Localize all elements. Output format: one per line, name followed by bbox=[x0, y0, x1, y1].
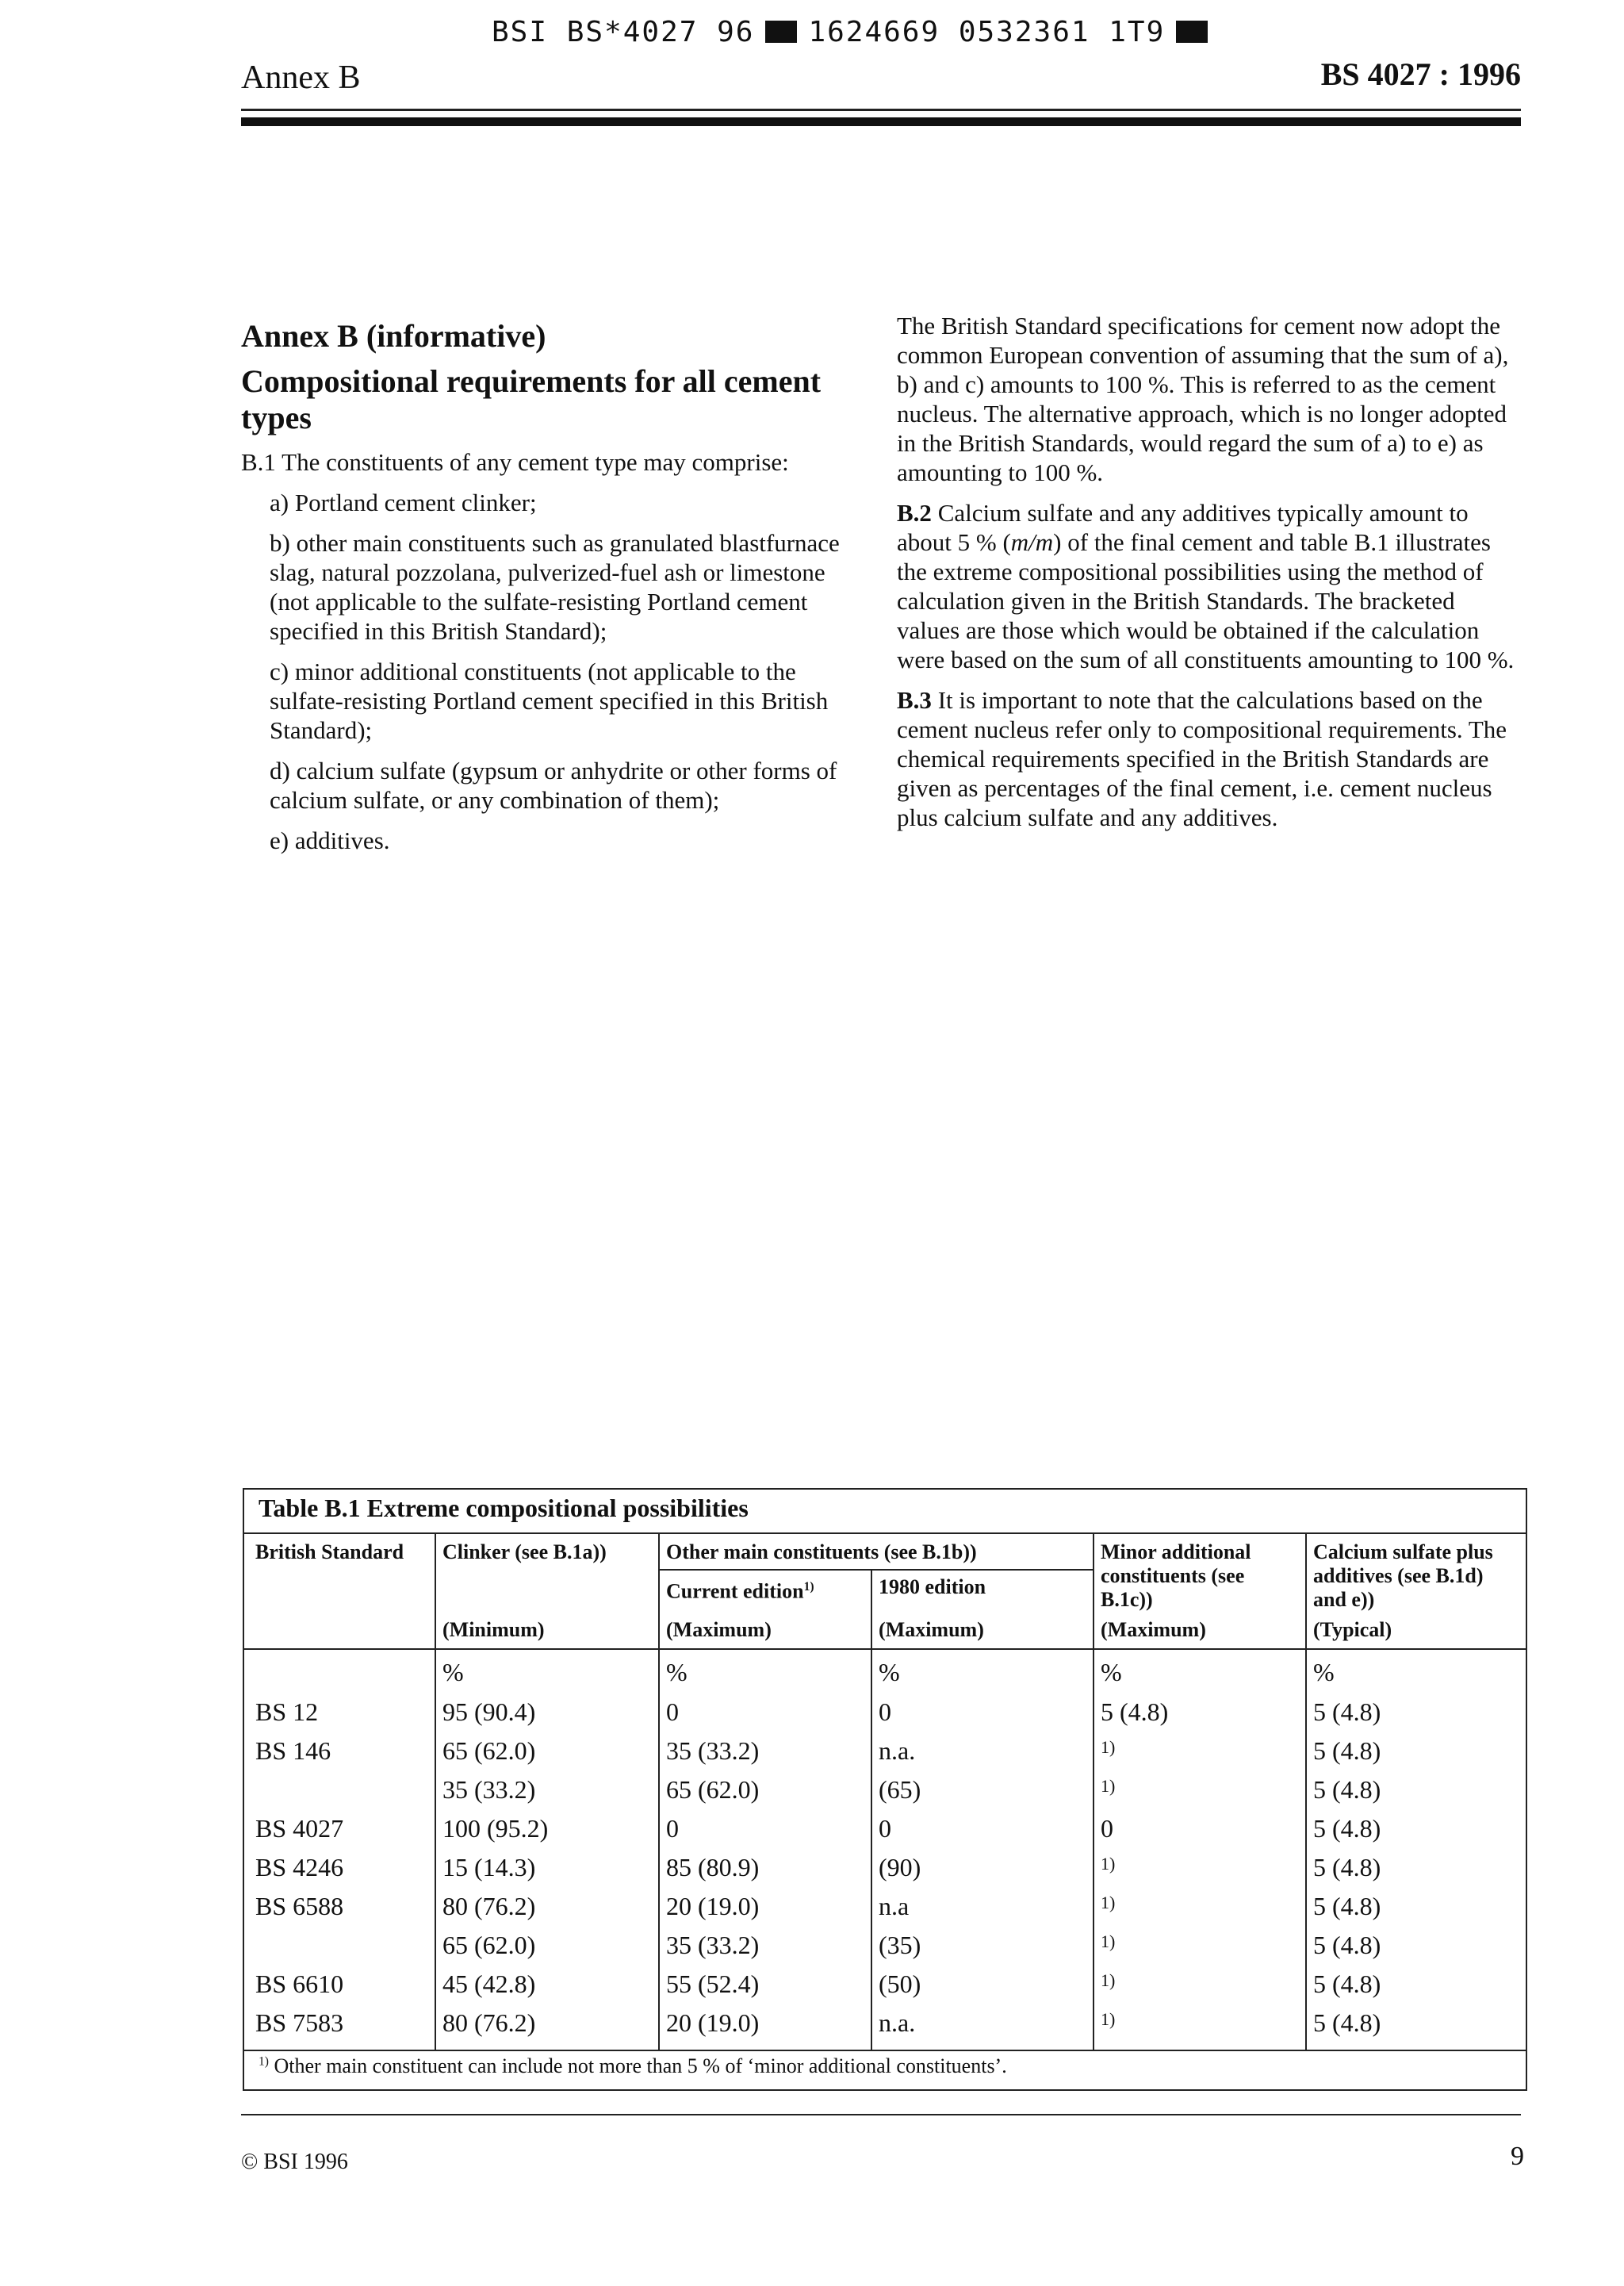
table-cell: BS 146 bbox=[255, 1736, 331, 1765]
clause-text: It is important to note that the calculations based on the cement nucleus refer only to compositional requirements. The chemical requirements specified in the British Standards are given as percentages of the final cement, i.e. cement nucleus plus calcium sulfate and any additives. bbox=[897, 686, 1507, 831]
table-cell: 35 (33.2) bbox=[442, 1775, 536, 1804]
table-cell: 20 (19.0) bbox=[666, 1892, 760, 1920]
table-cell: 20 (19.0) bbox=[666, 2008, 760, 2037]
table-cell: 5 (4.8) bbox=[1313, 1697, 1381, 1726]
footnote-text: Other main constituent can include not more than 5 % of ‘minor additional constituents’. bbox=[274, 2054, 1007, 2077]
footnote-mark: 1) bbox=[259, 2054, 269, 2069]
table-cell: 5 (4.8) bbox=[1313, 1970, 1381, 1998]
clause-text: The constituents of any cement type may comprise: bbox=[282, 448, 789, 476]
scan-code-left: BSI BS*4027 96 bbox=[492, 16, 755, 48]
unit-cell: % bbox=[879, 1658, 900, 1686]
table-cell: BS 4027 bbox=[255, 1814, 344, 1843]
annex-heading: Annex B (informative) bbox=[241, 318, 546, 354]
qual-current: (Maximum) bbox=[666, 1618, 772, 1641]
table-col-rule bbox=[658, 1532, 660, 2050]
unit-cell: % bbox=[442, 1658, 464, 1686]
table-footnote bbox=[259, 2054, 1007, 2078]
table-cell: n.a. bbox=[879, 2008, 916, 2037]
table-col-rule bbox=[1305, 1532, 1307, 2050]
table-cell: (90) bbox=[879, 1853, 921, 1881]
table-rule bbox=[658, 1569, 1093, 1571]
table-cell: 5 (4.8) bbox=[1313, 1775, 1381, 1804]
footer-rule bbox=[241, 2114, 1521, 2115]
table-cell: 0 bbox=[879, 1697, 891, 1726]
header-clinker: Clinker (see B.1a)) bbox=[442, 1540, 607, 1563]
table-col-rule bbox=[1093, 1532, 1094, 2050]
unit-cell: % bbox=[666, 1658, 688, 1686]
table-cell: 15 (14.3) bbox=[442, 1853, 536, 1881]
clause-number: B.3 bbox=[897, 686, 932, 714]
table-cell: (50) bbox=[879, 1970, 921, 1998]
header-british-standard: British Standard bbox=[255, 1540, 404, 1563]
table-cell: 95 (90.4) bbox=[442, 1697, 536, 1726]
clause-number: B.2 bbox=[897, 499, 932, 527]
table-cell: 5 (4.8) bbox=[1313, 1853, 1381, 1881]
table-cell: BS 12 bbox=[255, 1697, 319, 1726]
table-cell: BS 4246 bbox=[255, 1853, 344, 1881]
table-cell: 5 (4.8) bbox=[1313, 1736, 1381, 1765]
table-title: Table B.1 Extreme compositional possibilities bbox=[259, 1494, 749, 1522]
table-cell: (65) bbox=[879, 1775, 921, 1804]
table-cell-footnote-ref: 1) bbox=[1101, 1737, 1116, 1757]
table-cell: 65 (62.0) bbox=[666, 1775, 760, 1804]
unit-cell: % bbox=[1313, 1658, 1335, 1686]
table-cell: 35 (33.2) bbox=[666, 1736, 760, 1765]
list-item-d: d) calcium sulfate (gypsum or anhydrite or other forms of calcium sulfate, or any combination of them); bbox=[270, 757, 837, 814]
qual-1980: (Maximum) bbox=[879, 1618, 984, 1641]
header-bar bbox=[241, 117, 1521, 126]
qual-clinker: (Minimum) bbox=[442, 1618, 545, 1641]
scan-block-mark bbox=[1176, 21, 1208, 43]
page-number: 9 bbox=[1511, 2142, 1524, 2171]
table-cell-footnote-ref: 1) bbox=[1101, 1893, 1116, 1912]
unit-cell: % bbox=[1101, 1658, 1122, 1686]
header-minor: Minor additional constituents (see B.1c)) bbox=[1101, 1540, 1251, 1611]
table-cell-footnote-ref: 1) bbox=[1101, 1970, 1116, 1990]
header-other-main: Other main constituents (see B.1b)) bbox=[666, 1540, 977, 1563]
table-cell-footnote-ref: 1) bbox=[1101, 1854, 1116, 1874]
clause-b2 bbox=[897, 498, 1523, 674]
table-cell: 0 bbox=[879, 1814, 891, 1843]
table-cell: 80 (76.2) bbox=[442, 2008, 536, 2037]
copyright: © BSI 1996 bbox=[241, 2150, 348, 2174]
table-cell: 100 (95.2) bbox=[442, 1814, 549, 1843]
scan-code-right: 1624669 0532361 1T9 bbox=[808, 16, 1166, 48]
table-cell: 0 bbox=[666, 1697, 679, 1726]
clause-text: Calcium sulfate and any additives typically amount to about 5 % ( bbox=[897, 499, 1469, 556]
intro-paragraph: The British Standard specifications for cement now adopt the common European convention of assuming that the sum of a), b) and c) amounts to 100 %. This is referred to as the cement nucleus. The alternative approach, which is no longer adopted in the British Standards, would regard the sum of a) to e) as amounting to 100 %. bbox=[897, 312, 1509, 486]
table-cell: 45 (42.8) bbox=[442, 1970, 536, 1998]
header-calcium: Calcium sulfate plus additives (see B.1d) and e)) bbox=[1313, 1540, 1493, 1611]
right-column bbox=[897, 311, 1523, 843]
clause-italic: m/m bbox=[1010, 528, 1054, 556]
scan-block-mark bbox=[765, 21, 797, 43]
table-cell: 5 (4.8) bbox=[1313, 1931, 1381, 1959]
table-cell: 0 bbox=[1101, 1814, 1113, 1843]
table-cell: BS 6610 bbox=[255, 1970, 344, 1998]
table-cell: 5 (4.8) bbox=[1313, 1892, 1381, 1920]
clause-text: ) of the final cement and table B.1 illustrates the extreme compositional possibilities using the method of calculation given in the British Standards. The bracketed values are those which would be obtained if the calculation were based on the sum of all constituents amounting to 100 %. bbox=[897, 528, 1515, 673]
table-rule bbox=[243, 2050, 1527, 2051]
table-cell: BS 7583 bbox=[255, 2008, 344, 2037]
footnote-ref: 1) bbox=[803, 1580, 814, 1594]
qual-calcium: (Typical) bbox=[1313, 1618, 1392, 1641]
table-cell: BS 6588 bbox=[255, 1892, 344, 1920]
header-1980-edition: 1980 edition bbox=[879, 1575, 986, 1598]
clause-number: B.1 bbox=[241, 448, 276, 476]
table-cell-footnote-ref: 1) bbox=[1101, 1931, 1116, 1951]
table-cell: 35 (33.2) bbox=[666, 1931, 760, 1959]
table-col-rule bbox=[435, 1532, 436, 2050]
table-cell: 65 (62.0) bbox=[442, 1736, 536, 1765]
clause-b3 bbox=[897, 685, 1523, 832]
table-cell-footnote-ref: 1) bbox=[1101, 2009, 1116, 2029]
standard-number: BS 4027 : 1996 bbox=[1320, 56, 1521, 92]
header-rule bbox=[241, 109, 1521, 111]
table-cell: n.a bbox=[879, 1892, 910, 1920]
table-cell: n.a. bbox=[879, 1736, 916, 1765]
table-cell: 5 (4.8) bbox=[1101, 1697, 1169, 1726]
qual-minor: (Maximum) bbox=[1101, 1618, 1206, 1641]
table-cell: 80 (76.2) bbox=[442, 1892, 536, 1920]
table-cell: 65 (62.0) bbox=[442, 1931, 536, 1959]
header-current-edition bbox=[666, 1575, 814, 1604]
clause-b1 bbox=[241, 447, 860, 477]
scan-code bbox=[492, 16, 1219, 48]
table-cell-footnote-ref: 1) bbox=[1101, 1776, 1116, 1796]
table-col-rule bbox=[871, 1569, 872, 2050]
table-cell: (35) bbox=[879, 1931, 921, 1959]
list-item-b: b) other main constituents such as granulated blastfurnace slag, natural pozzolana, pulverized-fuel ash or limestone (not applicable to the sulfate-resisting Portland cement specified in this British Standard); bbox=[270, 529, 840, 645]
header-current-edition-label: Current edition bbox=[666, 1579, 804, 1603]
table-cell: 85 (80.9) bbox=[666, 1853, 760, 1881]
list-item-c: c) minor additional constituents (not applicable to the sulfate-resisting Portland cement specified in this British Standard); bbox=[270, 658, 829, 744]
section-heading: Compositional requirements for all cement types bbox=[241, 363, 822, 435]
annex-label: Annex B bbox=[241, 59, 361, 96]
table-cell: 5 (4.8) bbox=[1313, 1814, 1381, 1843]
table-cell: 55 (52.4) bbox=[666, 1970, 760, 1998]
list-item-e: e) additives. bbox=[270, 827, 390, 854]
table-cell: 0 bbox=[666, 1814, 679, 1843]
table-cell: 5 (4.8) bbox=[1313, 2008, 1381, 2037]
left-column bbox=[241, 317, 860, 866]
list-item-a: a) Portland cement clinker; bbox=[270, 489, 537, 516]
